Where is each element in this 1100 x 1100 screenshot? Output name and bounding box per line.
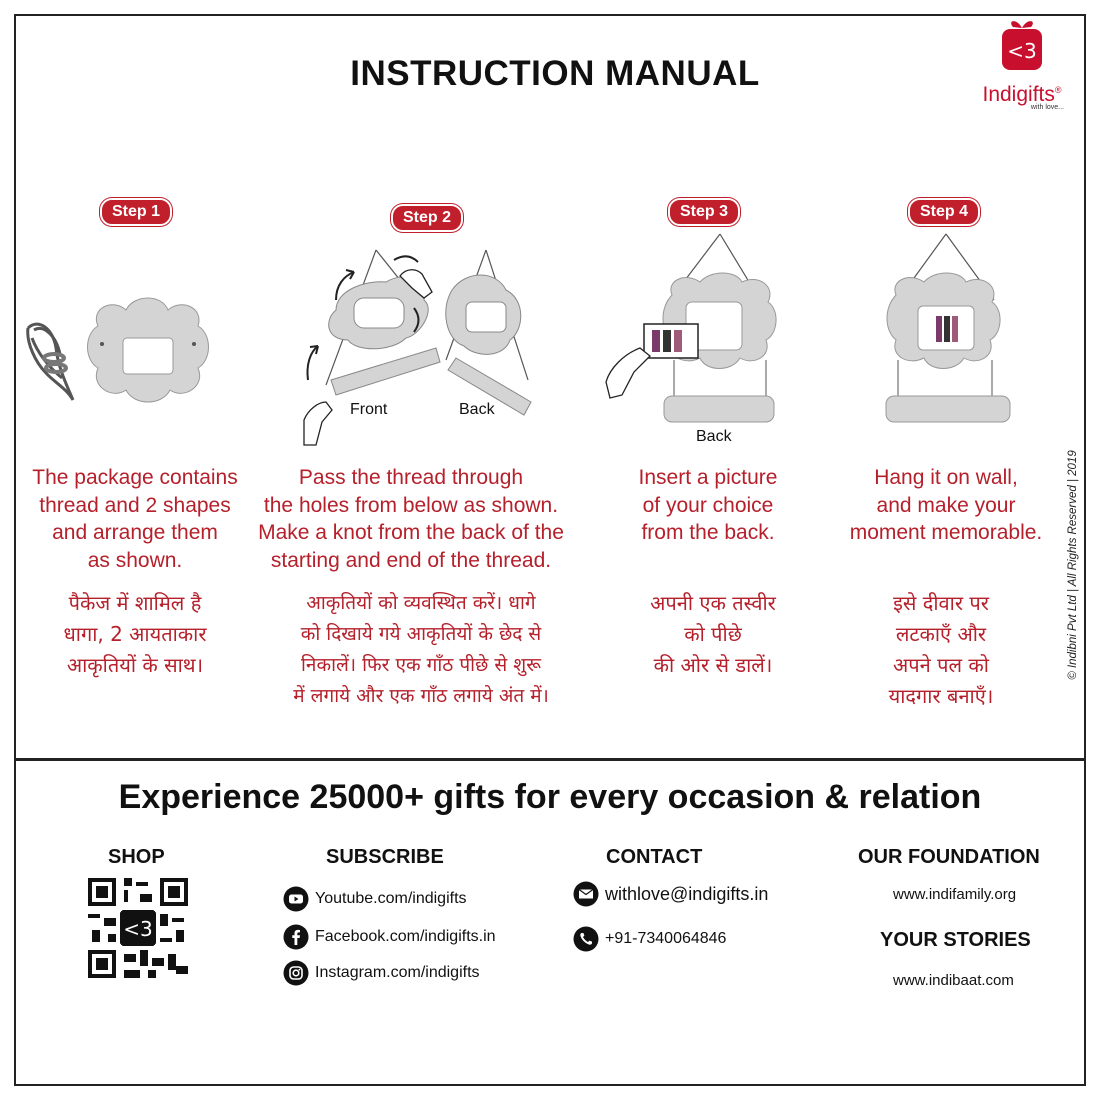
qr-center-logo: <3 — [123, 917, 153, 941]
back-caption: Back — [459, 401, 495, 418]
hand-icon — [606, 348, 650, 398]
flower-frame-shape — [88, 298, 209, 402]
step-3-badge: Step 3 — [668, 198, 740, 226]
subscribe-heading: SUBSCRIBE — [326, 846, 444, 868]
instagram-icon — [283, 960, 309, 986]
step-4-illustration — [880, 230, 1020, 430]
email-link[interactable]: withlove@indigifts.in — [573, 881, 768, 907]
stories-link[interactable]: www.indibaat.com — [893, 972, 1014, 989]
step-3-hindi: अपनी एक तस्वीर को पीछे की ओर से डालें। — [650, 591, 776, 677]
youtube-link[interactable]: Youtube.com/indigifts — [283, 886, 467, 912]
shop-qr-code[interactable] — [88, 878, 188, 978]
step-3-english: Insert a picture of your choice from the back. — [638, 466, 778, 544]
front-caption: Front — [350, 401, 388, 418]
indigifts-logo[interactable] — [972, 16, 1072, 111]
stories-heading: YOUR STORIES — [880, 929, 1031, 951]
footer-tagline: Experience 25000+ gifts for every occasion & relation — [118, 778, 982, 816]
registered-mark: ® — [1054, 85, 1062, 95]
section-divider — [14, 758, 1086, 761]
step-1-illustration — [18, 288, 218, 418]
facebook-icon — [283, 924, 309, 950]
photo-card-icon — [644, 324, 698, 358]
instagram-link[interactable]: Instagram.com/indigifts — [283, 960, 480, 986]
step-1-hindi: पैकेज में शामिल है धागा, 2 आयताकार आकृतियों के साथ। — [63, 591, 207, 677]
page-title: INSTRUCTION MANUAL — [350, 54, 760, 93]
back-caption-step3: Back — [696, 428, 732, 445]
foundation-link[interactable]: www.indifamily.org — [893, 886, 1017, 903]
logo-badge-text: <3 — [1007, 39, 1037, 63]
step-2-hindi: आकृतियों को व्यवस्थित करें। धागे को दिखाये गये आकृतियों के छेद से निकालें। फिर एक गाँठ पीछे से शुरू में लगाये और एक गाँठ लगाये अंत में। — [293, 592, 549, 707]
step-2-badge: Step 2 — [391, 204, 463, 232]
step-2-illustration — [296, 240, 546, 450]
thread-bundle-icon — [28, 324, 73, 400]
youtube-icon — [283, 886, 309, 912]
gift-box-icon — [999, 16, 1045, 72]
facebook-link[interactable]: Facebook.com/indigifts.in — [283, 924, 496, 950]
step-4-english: Hang it on wall, and make your moment memorable. — [849, 466, 1043, 544]
step-4-badge: Step 4 — [908, 198, 980, 226]
shop-heading: SHOP — [108, 846, 165, 868]
phone-link[interactable]: +91-7340064846 — [573, 926, 726, 952]
step-1-english: The package contains thread and 2 shapes and arrange them as shown. — [32, 466, 238, 572]
step-1-badge: Step 1 — [100, 198, 172, 226]
contact-heading: CONTACT — [606, 846, 703, 868]
back-assembly-shape — [446, 275, 531, 415]
brand-name: Indigifts — [982, 83, 1055, 106]
photo-icon — [936, 316, 958, 342]
phone-icon — [573, 926, 599, 952]
brand-tagline: with love... — [1030, 104, 1064, 111]
step-2-english: Pass the thread through the holes from below as shown. Make a knot from the back of the starting and end of the thread. — [258, 466, 564, 572]
step-3-illustration — [600, 230, 790, 430]
foundation-heading: OUR FOUNDATION — [858, 846, 1040, 868]
email-icon — [573, 881, 599, 907]
step-4-hindi: इसे दीवार पर लटकाएँ और अपने पल को यादगार बनाएँ। — [888, 591, 994, 708]
copyright-notice: © Indibni Pvt Ltd | All Rights Reserved | 2019 — [1067, 450, 1079, 680]
